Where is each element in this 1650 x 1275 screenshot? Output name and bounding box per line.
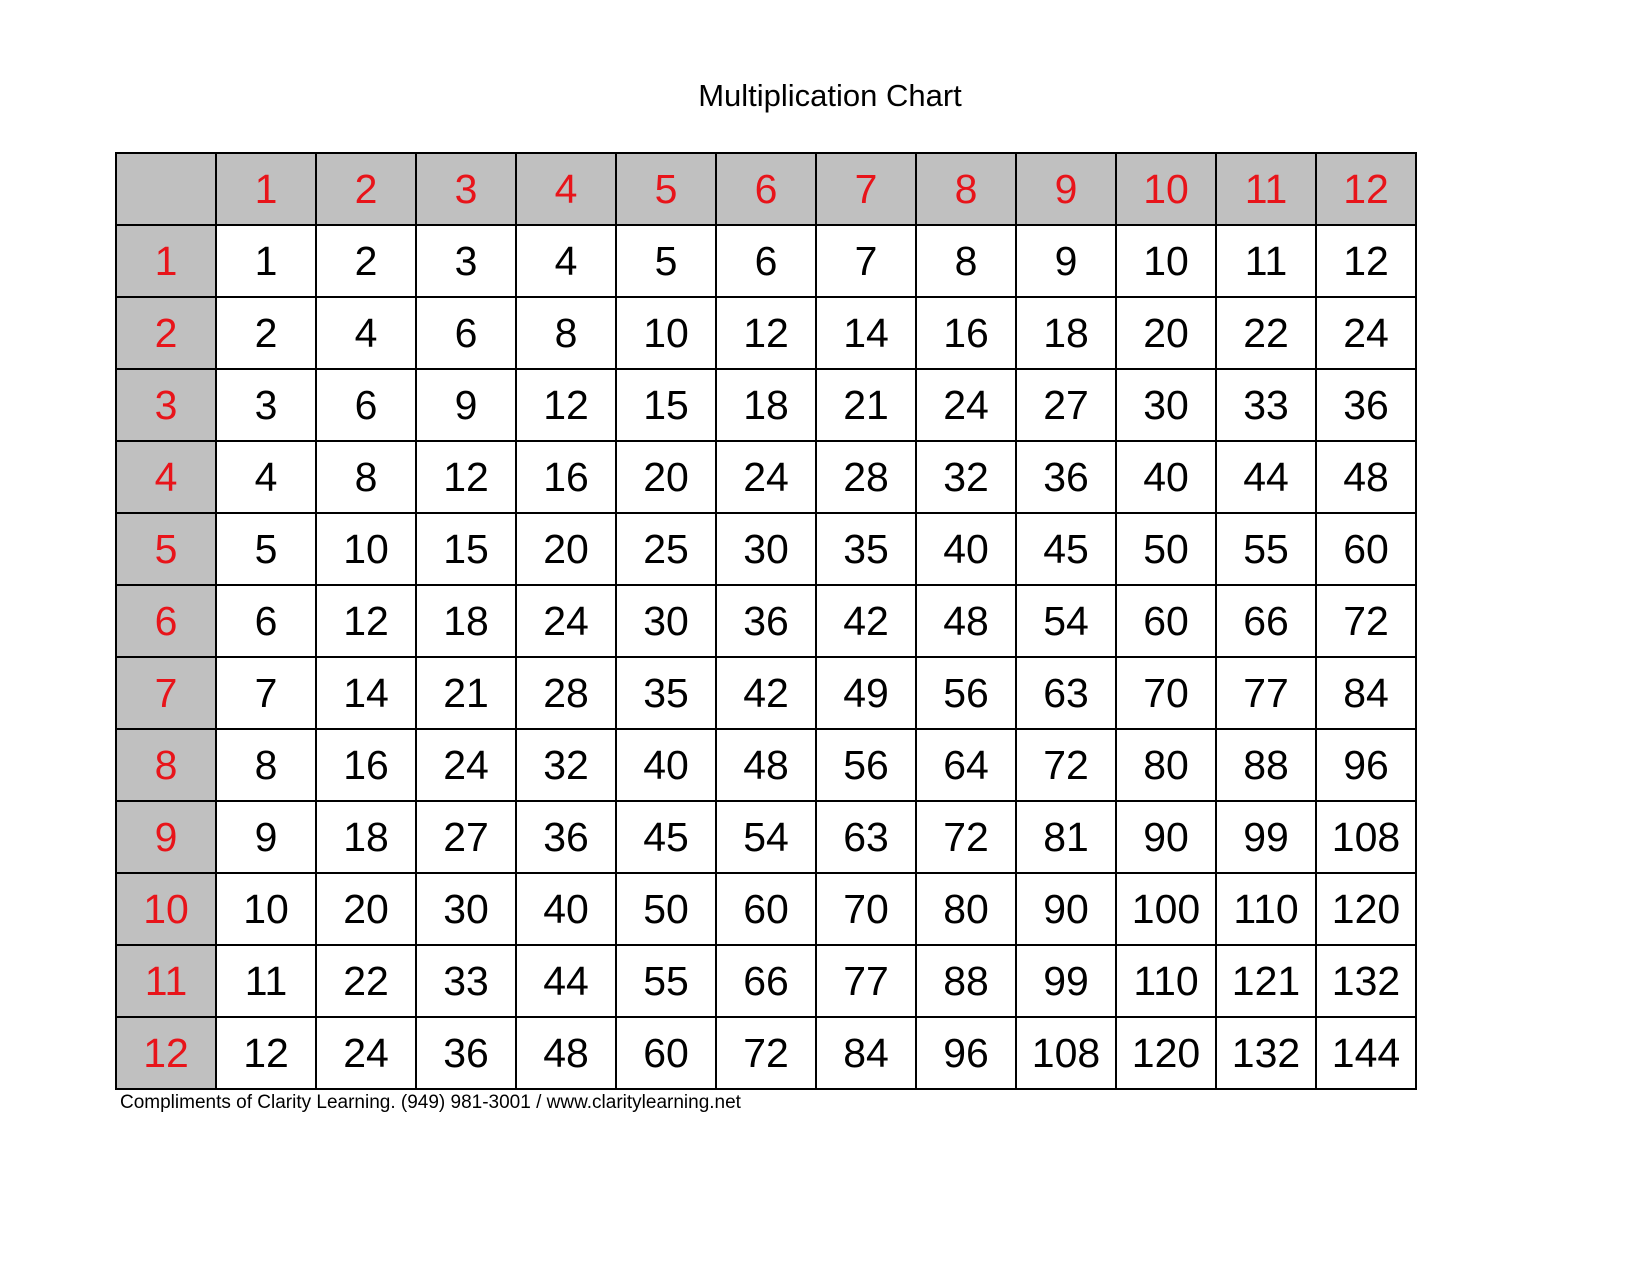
product-cell: 56 (917, 658, 1017, 730)
product-cell: 20 (317, 874, 417, 946)
product-cell: 12 (317, 586, 417, 658)
product-cell: 30 (417, 874, 517, 946)
product-cell: 9 (417, 370, 517, 442)
product-cell: 84 (817, 1018, 917, 1090)
product-cell: 28 (817, 442, 917, 514)
product-cell: 8 (517, 298, 617, 370)
column-header: 9 (1017, 154, 1117, 226)
product-cell: 4 (217, 442, 317, 514)
product-cell: 30 (717, 514, 817, 586)
product-cell: 50 (1117, 514, 1217, 586)
column-header: 6 (717, 154, 817, 226)
product-cell: 40 (617, 730, 717, 802)
product-cell: 99 (1017, 946, 1117, 1018)
product-cell: 14 (817, 298, 917, 370)
product-cell: 54 (717, 802, 817, 874)
product-cell: 18 (317, 802, 417, 874)
product-cell: 55 (617, 946, 717, 1018)
product-cell: 6 (317, 370, 417, 442)
product-cell: 42 (817, 586, 917, 658)
product-cell: 45 (1017, 514, 1117, 586)
product-cell: 100 (1117, 874, 1217, 946)
product-cell: 66 (1217, 586, 1317, 658)
product-cell: 18 (1017, 298, 1117, 370)
product-cell: 15 (617, 370, 717, 442)
product-cell: 32 (917, 442, 1017, 514)
product-cell: 54 (1017, 586, 1117, 658)
product-cell: 45 (617, 802, 717, 874)
product-cell: 55 (1217, 514, 1317, 586)
product-cell: 8 (217, 730, 317, 802)
product-cell: 77 (817, 946, 917, 1018)
product-cell: 8 (917, 226, 1017, 298)
product-cell: 10 (1117, 226, 1217, 298)
product-cell: 40 (1117, 442, 1217, 514)
product-cell: 35 (817, 514, 917, 586)
product-cell: 120 (1317, 874, 1417, 946)
product-cell: 16 (317, 730, 417, 802)
product-cell: 81 (1017, 802, 1117, 874)
product-cell: 30 (617, 586, 717, 658)
product-cell: 77 (1217, 658, 1317, 730)
product-cell: 3 (217, 370, 317, 442)
product-cell: 72 (917, 802, 1017, 874)
product-cell: 110 (1117, 946, 1217, 1018)
row-header: 6 (117, 586, 217, 658)
product-cell: 60 (1117, 586, 1217, 658)
product-cell: 80 (917, 874, 1017, 946)
product-cell: 5 (217, 514, 317, 586)
product-cell: 60 (617, 1018, 717, 1090)
column-header: 3 (417, 154, 517, 226)
product-cell: 9 (217, 802, 317, 874)
product-cell: 30 (1117, 370, 1217, 442)
row-header: 9 (117, 802, 217, 874)
product-cell: 48 (1317, 442, 1417, 514)
product-cell: 66 (717, 946, 817, 1018)
product-cell: 24 (1317, 298, 1417, 370)
product-cell: 7 (217, 658, 317, 730)
product-cell: 33 (1217, 370, 1317, 442)
product-cell: 42 (717, 658, 817, 730)
product-cell: 132 (1217, 1018, 1317, 1090)
product-cell: 33 (417, 946, 517, 1018)
product-cell: 110 (1217, 874, 1317, 946)
page-title: Multiplication Chart (698, 78, 962, 113)
product-cell: 96 (917, 1018, 1017, 1090)
column-header: 12 (1317, 154, 1417, 226)
product-cell: 24 (917, 370, 1017, 442)
product-cell: 132 (1317, 946, 1417, 1018)
row-header: 2 (117, 298, 217, 370)
product-cell: 63 (1017, 658, 1117, 730)
product-cell: 70 (817, 874, 917, 946)
product-cell: 96 (1317, 730, 1417, 802)
product-cell: 2 (317, 226, 417, 298)
product-cell: 24 (417, 730, 517, 802)
product-cell: 84 (1317, 658, 1417, 730)
product-cell: 49 (817, 658, 917, 730)
product-cell: 3 (417, 226, 517, 298)
product-cell: 22 (317, 946, 417, 1018)
product-cell: 35 (617, 658, 717, 730)
column-header: 8 (917, 154, 1017, 226)
product-cell: 12 (417, 442, 517, 514)
product-cell: 44 (517, 946, 617, 1018)
product-cell: 16 (517, 442, 617, 514)
row-header: 1 (117, 226, 217, 298)
product-cell: 64 (917, 730, 1017, 802)
product-cell: 16 (917, 298, 1017, 370)
product-cell: 21 (817, 370, 917, 442)
column-header: 11 (1217, 154, 1317, 226)
product-cell: 1 (217, 226, 317, 298)
row-header: 4 (117, 442, 217, 514)
product-cell: 60 (1317, 514, 1417, 586)
product-cell: 4 (317, 298, 417, 370)
product-cell: 90 (1017, 874, 1117, 946)
product-cell: 48 (717, 730, 817, 802)
product-cell: 40 (917, 514, 1017, 586)
product-cell: 20 (617, 442, 717, 514)
product-cell: 27 (417, 802, 517, 874)
product-cell: 27 (1017, 370, 1117, 442)
product-cell: 80 (1117, 730, 1217, 802)
row-header: 7 (117, 658, 217, 730)
product-cell: 50 (617, 874, 717, 946)
row-header: 5 (117, 514, 217, 586)
product-cell: 144 (1317, 1018, 1417, 1090)
product-cell: 25 (617, 514, 717, 586)
corner-cell (117, 154, 217, 226)
product-cell: 12 (217, 1018, 317, 1090)
product-cell: 2 (217, 298, 317, 370)
product-cell: 20 (517, 514, 617, 586)
product-cell: 48 (917, 586, 1017, 658)
product-cell: 10 (317, 514, 417, 586)
product-cell: 9 (1017, 226, 1117, 298)
product-cell: 11 (1217, 226, 1317, 298)
product-cell: 24 (717, 442, 817, 514)
product-cell: 12 (1317, 226, 1417, 298)
product-cell: 6 (417, 298, 517, 370)
product-cell: 14 (317, 658, 417, 730)
product-cell: 108 (1317, 802, 1417, 874)
product-cell: 6 (717, 226, 817, 298)
product-cell: 72 (717, 1018, 817, 1090)
product-cell: 36 (717, 586, 817, 658)
product-cell: 7 (817, 226, 917, 298)
product-cell: 6 (217, 586, 317, 658)
column-header: 7 (817, 154, 917, 226)
product-cell: 36 (417, 1018, 517, 1090)
product-cell: 72 (1017, 730, 1117, 802)
product-cell: 21 (417, 658, 517, 730)
row-header: 8 (117, 730, 217, 802)
product-cell: 36 (517, 802, 617, 874)
product-cell: 28 (517, 658, 617, 730)
product-cell: 108 (1017, 1018, 1117, 1090)
column-header: 2 (317, 154, 417, 226)
product-cell: 5 (617, 226, 717, 298)
product-cell: 40 (517, 874, 617, 946)
product-cell: 10 (617, 298, 717, 370)
product-cell: 70 (1117, 658, 1217, 730)
product-cell: 24 (317, 1018, 417, 1090)
product-cell: 10 (217, 874, 317, 946)
product-cell: 18 (417, 586, 517, 658)
product-cell: 4 (517, 226, 617, 298)
product-cell: 12 (517, 370, 617, 442)
product-cell: 18 (717, 370, 817, 442)
product-cell: 32 (517, 730, 617, 802)
product-cell: 56 (817, 730, 917, 802)
footer-credit: Compliments of Clarity Learning. (949) 981-3001 / www.claritylearning.net (120, 1092, 741, 1113)
product-cell: 20 (1117, 298, 1217, 370)
product-cell: 88 (917, 946, 1017, 1018)
product-cell: 12 (717, 298, 817, 370)
row-header: 10 (117, 874, 217, 946)
column-header: 10 (1117, 154, 1217, 226)
multiplication-table (115, 152, 1417, 1090)
product-cell: 24 (517, 586, 617, 658)
product-cell: 121 (1217, 946, 1317, 1018)
product-cell: 44 (1217, 442, 1317, 514)
column-header: 1 (217, 154, 317, 226)
product-cell: 36 (1317, 370, 1417, 442)
row-header: 11 (117, 946, 217, 1018)
product-cell: 63 (817, 802, 917, 874)
product-cell: 72 (1317, 586, 1417, 658)
product-cell: 90 (1117, 802, 1217, 874)
product-cell: 48 (517, 1018, 617, 1090)
column-header: 4 (517, 154, 617, 226)
product-cell: 60 (717, 874, 817, 946)
product-cell: 99 (1217, 802, 1317, 874)
product-cell: 15 (417, 514, 517, 586)
row-header: 3 (117, 370, 217, 442)
product-cell: 22 (1217, 298, 1317, 370)
row-header: 12 (117, 1018, 217, 1090)
product-cell: 120 (1117, 1018, 1217, 1090)
product-cell: 88 (1217, 730, 1317, 802)
product-cell: 11 (217, 946, 317, 1018)
column-header: 5 (617, 154, 717, 226)
product-cell: 36 (1017, 442, 1117, 514)
product-cell: 8 (317, 442, 417, 514)
